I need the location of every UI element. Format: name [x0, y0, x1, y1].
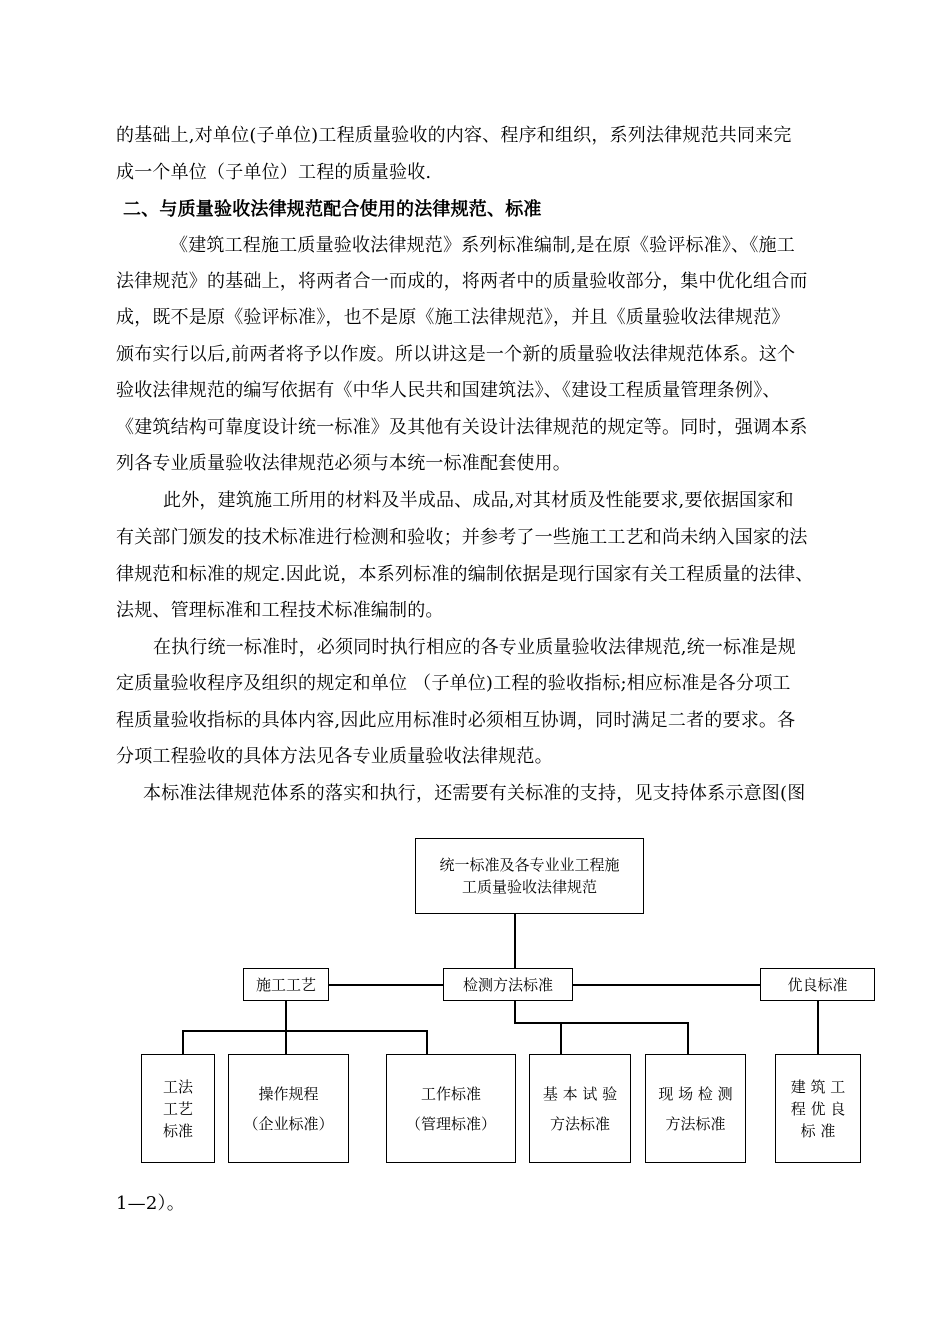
leaf-6-line-3: 标 准	[800, 1121, 836, 1140]
diagram-leaf-excellence-standard	[775, 1054, 861, 1163]
leaf-3-line-2: （管理标准）	[405, 1114, 496, 1133]
text-line-17: 程质量验收指标的具体内容,因此应用标准时必须相互协调，同时满足二者的要求。各	[116, 710, 796, 731]
connector	[514, 1001, 516, 1023]
leaf-5-line-2: 方法标准	[665, 1114, 726, 1133]
diagram-leaf-basic-test-method	[529, 1054, 631, 1163]
section-heading: 二、与质量验收法律规范配合使用的法律规范、标准	[123, 199, 542, 220]
diagram-top-box	[415, 838, 644, 914]
leaf-6-line-1: 建 筑 工	[790, 1077, 846, 1096]
connector	[573, 984, 760, 986]
leaf-6-line-2: 程 优 良	[790, 1099, 846, 1118]
diagram-box-testing-method-label: 检测方法标准	[462, 975, 553, 994]
text-line-1: 的基础上,对单位(子单位)工程质量验收的内容、程序和组织，系列法律规范共同来完	[116, 125, 792, 146]
text-line-15: 在执行统一标准时，必须同时执行相应的各专业质量验收法律规范,统一标准是规	[153, 637, 796, 658]
text-line-9: 《建筑结构可靠度设计统一标准》及其他有关设计法律规范的规定等。同时，强调本系	[116, 417, 808, 438]
diagram-leaf-operating-rules	[228, 1054, 349, 1163]
text-line-2: 成一个单位（子单位）工程的质量验收.	[116, 162, 432, 183]
text-line-12: 有关部门颁发的技术标准进行检测和验收；并参考了一些施工工艺和尚未纳入国家的法	[116, 527, 808, 548]
connector	[329, 984, 443, 986]
leaf-4-line-2: 方法标准	[549, 1114, 610, 1133]
connector	[182, 1030, 427, 1032]
diagram-box-construction-process	[243, 968, 329, 1001]
leaf-4-line-1: 基 本 试 验	[542, 1084, 618, 1103]
leaf-1-line-2: 工艺	[162, 1099, 193, 1118]
leaf-1-line-3: 标准	[162, 1121, 193, 1140]
diagram-top-line-1: 统一标准及各专业业工程施	[439, 856, 620, 874]
text-line-10: 列各专业质量验收法律规范必须与本统一标准配套使用。	[116, 453, 571, 474]
text-line-6: 成，既不是原《验评标准》，也不是原《施工法律规范》，并且《质量验收法律规范》	[116, 307, 790, 328]
diagram-leaf-work-standard	[386, 1054, 516, 1163]
text-line-13: 律规范和标准的规定.因此说，本系列标准的编制依据是现行国家有关工程质量的法律、	[116, 564, 814, 585]
figure-reference-tail: 1—2）。	[116, 1193, 185, 1214]
connector	[182, 1030, 184, 1054]
text-line-14: 法规、管理标准和工程技术标准编制的。	[116, 600, 444, 621]
text-line-18: 分项工程验收的具体方法见各专业质量验收法律规范。	[116, 746, 553, 767]
leaf-2-line-1: 操作规程	[258, 1084, 319, 1103]
text-line-4: 《建筑工程施工质量验收法律规范》系列标准编制,是在原《验评标准》、《施工	[170, 235, 795, 256]
diagram-box-construction-process-label: 施工工艺	[255, 975, 316, 994]
connector	[285, 1001, 287, 1031]
text-line-11: 此外，建筑施工所用的材料及半成品、成品,对其材质及性能要求,要依据国家和	[163, 490, 794, 511]
diagram-leaf-method-standard	[141, 1054, 215, 1163]
connector	[514, 913, 516, 968]
connector	[285, 1030, 287, 1054]
leaf-5-line-1: 现 场 检 测	[658, 1084, 733, 1103]
connector	[426, 1030, 428, 1054]
leaf-1-line-1: 工法	[162, 1077, 193, 1096]
leaf-2-line-2: （企业标准）	[243, 1114, 334, 1133]
text-line-8: 验收法律规范的编写依据有《中华人民共和国建筑法》、《建设工程质量管理条例》、	[116, 380, 781, 401]
diagram-leaf-field-test-method	[645, 1054, 746, 1163]
connector	[817, 1001, 819, 1054]
diagram-box-excellence-standard	[760, 968, 875, 1001]
connector	[560, 1022, 562, 1054]
text-line-19: 本标准法律规范体系的落实和执行，还需要有关标准的支持，见支持体系示意图(图	[143, 783, 806, 804]
leaf-3-line-1: 工作标准	[420, 1084, 481, 1103]
text-line-16: 定质量验收程序及组织的规定和单位 （子单位)工程的验收指标;相应标准是各分项工	[116, 673, 791, 694]
text-line-5: 法律规范》的基础上，将两者合一而成的，将两者中的质量验收部分，集中优化组合而	[116, 271, 808, 292]
diagram-top-line-2: 工质量验收法律规范	[461, 878, 597, 896]
connector	[514, 1022, 688, 1024]
connector	[687, 1022, 689, 1054]
diagram-box-testing-method	[443, 968, 573, 1001]
diagram-box-excellence-standard-label: 优良标准	[787, 975, 848, 994]
text-line-7: 颁布实行以后,前两者将予以作废。所以讲这是一个新的质量验收法律规范体系。这个	[116, 344, 796, 365]
